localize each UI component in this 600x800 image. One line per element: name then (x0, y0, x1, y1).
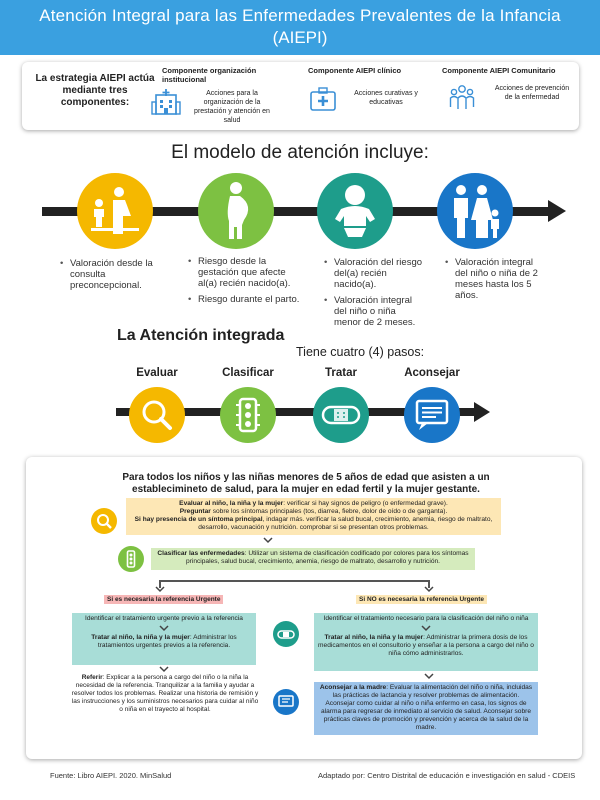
left-refer-text (70, 674, 260, 714)
magnifier-icon (91, 508, 117, 534)
footer-adapted: Adaptado por: Centro Distrital de educación e investigación en salud - CDEIS (318, 771, 576, 780)
left-treat-bold: Tratar al niño, la niña y la mujer (91, 634, 190, 641)
urgent-referral-label: Si es necesaria la referencia Urgente (104, 595, 223, 604)
stage-bullet: • Riesgo durante el parto. (188, 294, 300, 305)
community-icon (447, 82, 477, 114)
stage-newborn (317, 173, 393, 249)
evaluate-bold-2: Preguntar (179, 508, 211, 515)
chevron-down-icon (263, 537, 273, 544)
stage-newborn-text (324, 257, 424, 333)
step-label-evaluar: Evaluar (136, 367, 178, 379)
step-tratar (313, 387, 369, 443)
components-intro: La estrategia AIEPI actúa mediante tres componentes: (35, 73, 155, 108)
components-card (22, 62, 579, 130)
stage-family (437, 173, 513, 249)
component-desc: Acciones de prevención de la enfermedad (494, 85, 570, 101)
evaluate-bold-3: Si hay presencia de un síntoma principal (134, 516, 263, 523)
page-title-acronym: (AIEPI) (272, 28, 328, 47)
evaluate-text-2: sobre los síntomas principales (tos, diarrea, fiebre, dolor de oído o de garganta). (210, 508, 448, 515)
hospital-icon (151, 88, 181, 118)
step-label-aconsejar: Aconsejar (404, 367, 460, 379)
stage-pregnancy (198, 173, 274, 249)
component-title: Componente AIEPI clínico (308, 66, 402, 75)
magnifier-icon (129, 387, 185, 443)
component-title: Componente organización institucional (162, 66, 257, 84)
no-urgent-referral-label: Si NO es necesaria la referencia Urgente (356, 595, 487, 604)
stage-preconception-text (60, 258, 165, 296)
advise-box (314, 682, 538, 735)
stage-pregnancy-text (188, 256, 300, 310)
step-evaluar (129, 387, 185, 443)
classify-bold: Clasificar las enfermedades (157, 550, 245, 557)
footer-source: Fuente: Libro AIEPI. 2020. MinSalud (50, 771, 172, 780)
traffic-light-icon (118, 546, 144, 572)
evaluate-box (126, 498, 501, 535)
bandage-icon (273, 621, 299, 647)
advise-text: : Evaluar la alimentación del niño o niña, incluidas las prácticas de lactancia y resolver problemas de alimentación. Aconsejar como cuidar al niño o niña enfermo en casa, los signos de alarma para regresar de inmediato al servicio de salud. Aconsejar sobre prácticas claves de promoción y prevención y acerca de la salud de la madre. (320, 684, 533, 731)
evaluate-mini-icon (91, 508, 117, 534)
right-treat-text: : Administrar la primera dosis de los medicamentos en el consultorio y enseñar a la persona a cargo del niño o niña cómo administrarlos. (318, 634, 534, 657)
chevron-down-icon (159, 666, 169, 673)
timeline-arrowhead (548, 200, 566, 222)
steps-arrowhead (474, 402, 490, 422)
chevron-down-icon (421, 625, 431, 632)
chevron-down-icon (155, 586, 165, 593)
step-label-clasificar: Clasificar (222, 367, 274, 379)
stage-family-text (445, 257, 545, 306)
model-title: El modelo de atención incluye: (171, 142, 429, 163)
stage-preconception (77, 173, 153, 249)
branch-line (159, 580, 429, 582)
message-icon (273, 689, 299, 715)
left-refer-rest: : Explicar a la persona a cargo del niño o la niña la necesidad de la referencia. Tranquilizar a la familia y ayudar a resolver todos los problemas. Realizar una historia de remisión y las instrucciones y los suministros necesarios para cuidar al niño o niña en el trayecto al hospital. (71, 674, 259, 713)
treat-mini-icon (273, 621, 299, 647)
stage-bullet: • Valoración del riesgo del(a) recién nacido(a). (324, 257, 424, 290)
evaluate-text-3: , indagar más. verificar la salud bucal, crecimiento, anemia, riesgo de maltrato, desarrollo, vacunación y nutrición. comprobar si se presentan otros problemas. (198, 516, 493, 531)
step-clasificar (220, 387, 276, 443)
component-organizacion (162, 66, 302, 124)
flow-title: Para todos los niños y las niñas menores de 5 años de edad que asisten a un establecimineto de salud, para la mujer en edad fertil y la mujer gestante. (122, 472, 490, 495)
stage-bullet: • Valoración desde la consulta preconcepcional. (60, 258, 165, 291)
advise-mini-icon (273, 689, 299, 715)
component-desc: Acciones curativas y educativas (354, 90, 418, 106)
evaluate-text-1: : verificar si hay signos de peligro (o enfermedad grave). (283, 500, 448, 507)
right-identify-text: Identificar el tratamiento necesario para la clasificación del niño o niña (323, 615, 529, 622)
right-treat-box (314, 613, 538, 671)
family-icon (437, 173, 513, 249)
component-comunitario (442, 66, 574, 101)
integrated-subtitle: Tiene cuatro (4) pasos: (296, 345, 425, 359)
chevron-down-icon (159, 625, 169, 632)
component-title: Componente AIEPI Comunitario (442, 66, 556, 75)
stage-bullet: • Valoración integral del niño o niña de 2 meses hasta los 5 años. (445, 257, 545, 301)
integrated-title: La Atención integrada (117, 327, 285, 344)
left-treat-text: : Administrar los tratamientos urgentes previos a la referencia. (97, 634, 237, 649)
left-refer-bold: Referir (81, 674, 103, 681)
header-banner (0, 0, 600, 55)
advise-bold: Aconsejar a la madre (319, 684, 387, 691)
page-title: Atención Integral para las Enfermedades Prevalentes de la Infancia (39, 6, 561, 25)
bandage-icon (313, 387, 369, 443)
step-aconsejar (404, 387, 460, 443)
flow-card (26, 457, 582, 759)
message-icon (404, 387, 460, 443)
step-label-tratar: Tratar (325, 367, 357, 379)
chevron-down-icon (424, 673, 434, 680)
chevron-down-icon (424, 586, 434, 593)
component-desc: Acciones para la organización de la prestación y atención en salud (194, 90, 270, 124)
classify-text: : Utilizar un sistema de clasificación codificado por colores para los síntomas principales, salud bucal, crecimiento, anemia, riesgo de maltrato, desarrollo y nutrición. (186, 550, 469, 565)
evaluate-bold-1: Evaluar al niño, la niña y la mujer (179, 500, 284, 507)
stage-bullet: • Valoración integral del niño o niña menor de 2 meses. (324, 295, 424, 328)
stage-bullet: • Riesgo desde la gestación que afecte al(a) recién nacido(a). (188, 256, 300, 289)
classify-box (151, 548, 475, 570)
pregnancy-icon (198, 173, 274, 249)
baby-icon (317, 173, 393, 249)
right-treat-bold: Tratar al niño, la niña y la mujer (324, 634, 424, 641)
component-clinico (308, 66, 436, 106)
classify-mini-icon (118, 546, 144, 572)
preconception-icon (77, 173, 153, 249)
medical-kit-icon (308, 86, 338, 114)
left-identify-text: Identificar el tratamiento urgente previo a la referencia (85, 615, 243, 622)
left-treat-box (72, 613, 256, 665)
traffic-light-icon (220, 387, 276, 443)
